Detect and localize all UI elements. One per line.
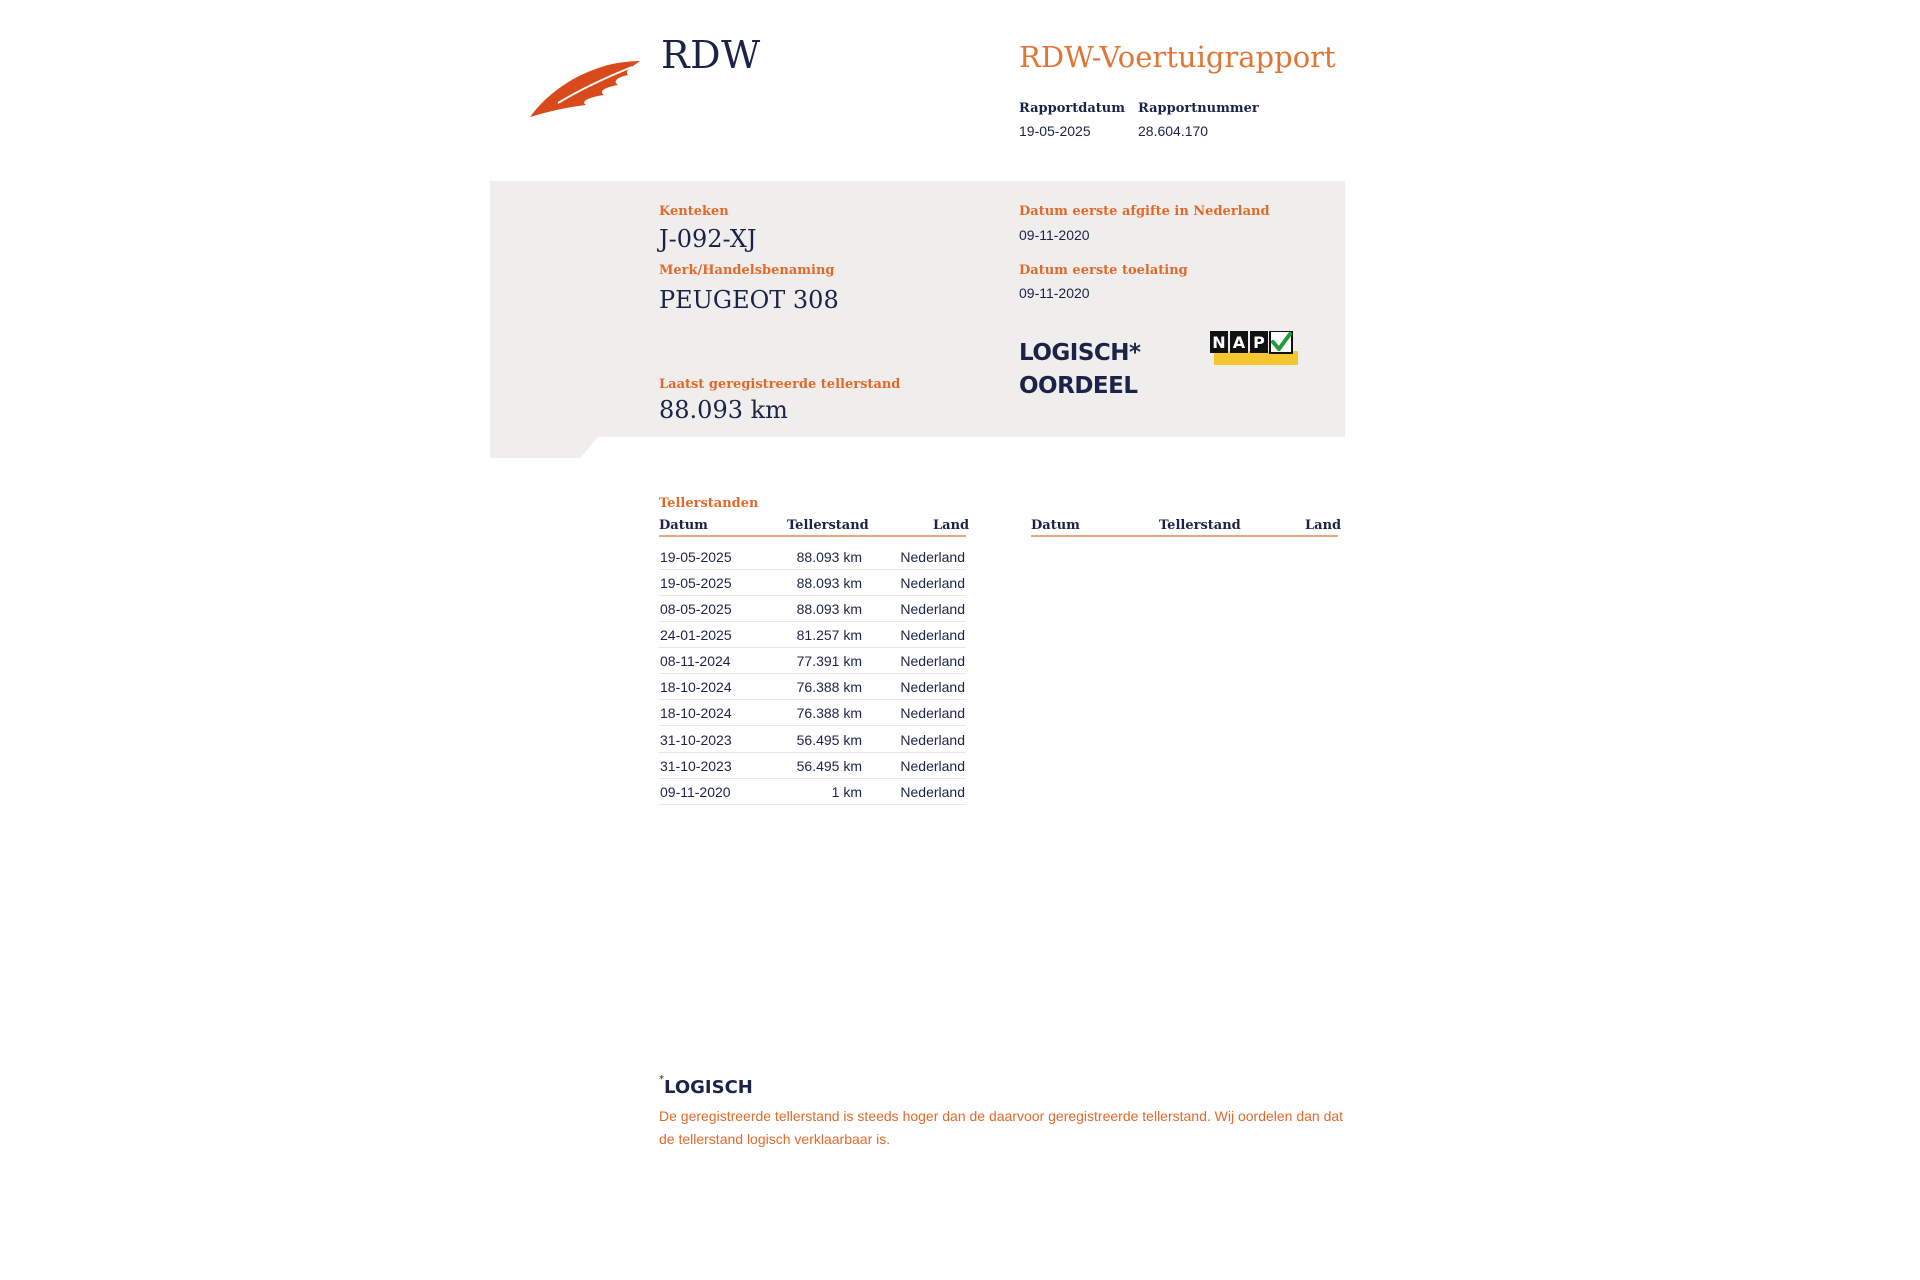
th-country: Land	[933, 518, 970, 533]
verdict-line-1: LOGISCH*	[1019, 340, 1141, 366]
first-nl-label: Datum eerste afgifte in Nederland	[1019, 204, 1270, 219]
footnote-title	[659, 1074, 753, 1098]
table-row	[659, 569, 966, 596]
row-country: Nederland	[900, 627, 965, 643]
make-label: Merk/Handelsbenaming	[659, 263, 835, 278]
row-country: Nederland	[900, 679, 965, 695]
row-date: 18-10-2024	[660, 705, 732, 721]
make-value: PEUGEOT 308	[659, 286, 839, 314]
th-date: Datum	[659, 518, 708, 533]
row-km: 81.257 km	[796, 627, 862, 643]
plate-label: Kenteken	[659, 204, 729, 219]
row-km: 76.388 km	[796, 679, 862, 695]
th-underline	[659, 535, 966, 537]
table-row	[659, 673, 966, 700]
table-row	[659, 726, 966, 753]
odometer-label: Laatst geregistreerde tellerstand	[659, 377, 901, 392]
row-date: 08-05-2025	[660, 601, 732, 617]
th-underline-right	[1031, 535, 1338, 537]
verdict-line-2: OORDEEL	[1019, 373, 1138, 399]
table-row	[659, 543, 966, 570]
first-nl-value: 09-11-2020	[1019, 227, 1090, 243]
brand-name: RDW	[661, 33, 761, 77]
row-date: 24-01-2025	[660, 627, 732, 643]
row-country: Nederland	[900, 784, 965, 800]
row-km: 76.388 km	[796, 705, 862, 721]
row-date: 08-11-2024	[660, 653, 731, 669]
row-km: 88.093 km	[796, 575, 862, 591]
row-country: Nederland	[900, 549, 965, 565]
nap-logo	[1210, 331, 1298, 367]
row-km: 77.391 km	[796, 653, 862, 669]
nap-letter-p: P	[1253, 333, 1265, 352]
row-km: 88.093 km	[796, 601, 862, 617]
row-date: 18-10-2024	[660, 679, 732, 695]
report-date-label: Rapportdatum	[1019, 101, 1125, 116]
row-country: Nederland	[900, 705, 965, 721]
row-date: 31-10-2023	[660, 758, 732, 774]
row-km: 56.495 km	[796, 732, 862, 748]
table-row	[659, 621, 966, 648]
row-km: 56.495 km	[796, 758, 862, 774]
footnote-title-text: LOGISCH	[664, 1077, 753, 1098]
report-number: 28.604.170	[1138, 123, 1209, 139]
report-title: RDW-Voertuigrapport	[1019, 40, 1336, 74]
odometer-value: 88.093 km	[659, 396, 788, 424]
summary-panel	[490, 181, 1345, 458]
rdw-logo-icon	[528, 55, 642, 119]
odometer-table-title: Tellerstanden	[659, 496, 759, 511]
first-admission-value: 09-11-2020	[1019, 285, 1090, 301]
th-km: Tellerstand	[787, 518, 869, 533]
table-row	[659, 647, 966, 674]
row-country: Nederland	[900, 758, 965, 774]
th-km-right: Tellerstand	[1159, 518, 1241, 533]
report-date: 19-05-2025	[1019, 123, 1091, 139]
row-date: 19-05-2025	[660, 549, 732, 565]
row-country: Nederland	[900, 732, 965, 748]
table-row	[659, 699, 966, 726]
row-country: Nederland	[900, 575, 965, 591]
nap-letter-n: N	[1212, 333, 1226, 352]
th-country-right: Land	[1305, 518, 1342, 533]
report-number-label: Rapportnummer	[1138, 101, 1259, 116]
row-km: 88.093 km	[796, 549, 862, 565]
row-date: 19-05-2025	[660, 575, 732, 591]
row-date: 31-10-2023	[660, 732, 732, 748]
footnote-marker: *	[659, 1074, 664, 1085]
row-country: Nederland	[900, 601, 965, 617]
th-date-right: Datum	[1031, 518, 1080, 533]
table-row	[659, 778, 966, 805]
nap-letter-a: A	[1232, 333, 1246, 352]
verdict	[1019, 337, 1141, 403]
table-row	[659, 595, 966, 622]
table-row	[659, 752, 966, 779]
row-km: 1 km	[831, 784, 862, 800]
plate-value: J-092-XJ	[659, 225, 757, 253]
row-date: 09-11-2020	[660, 784, 731, 800]
first-admission-label: Datum eerste toelating	[1019, 263, 1188, 278]
row-country: Nederland	[900, 653, 965, 669]
footnote-text: De geregistreerde tellerstand is steeds hoger dan de daarvoor geregistreerde tellerstand. Wij oordelen dan dat de tellerstand logisch verklaarbaar is.	[659, 1108, 1344, 1147]
